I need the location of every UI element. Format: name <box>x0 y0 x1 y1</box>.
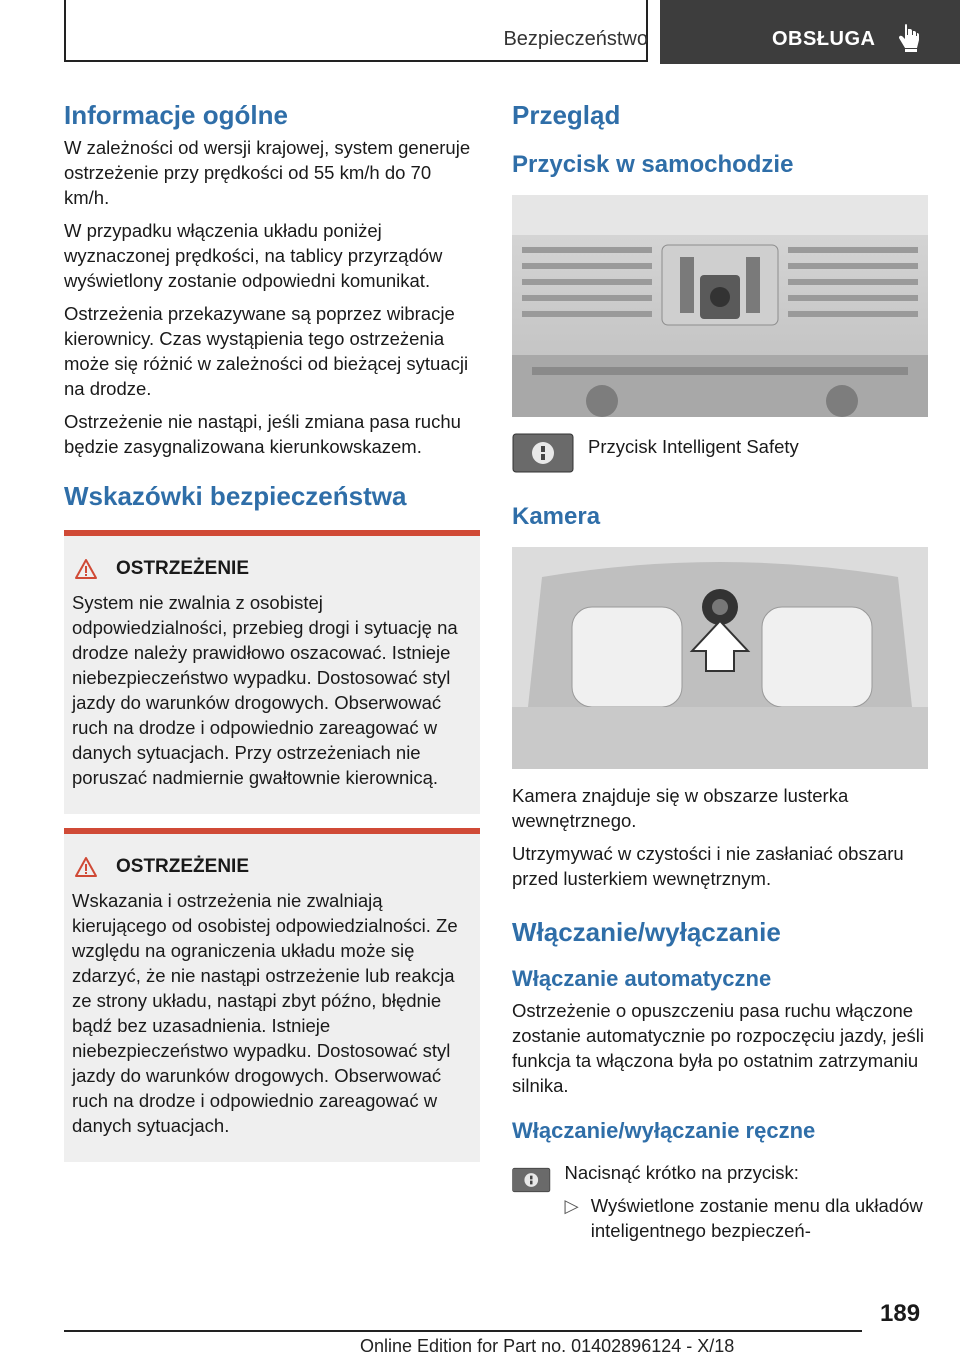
camera-paragraph-1: Kamera znajduje się w obszarze lusterka wewnętrznego. <box>512 785 849 831</box>
overview-heading: Przegląd <box>512 100 621 130</box>
camera-paragraph-2: Utrzymywać w czystości i nie zasłaniać obszaru przed lusterkiem wewnętrznym. <box>512 843 904 889</box>
manual-instruction-row <box>512 1160 928 1243</box>
camera-heading: Kamera <box>512 503 601 530</box>
bullet-1-text: Wyświetlone zostanie menu dla układów inteligentnego bezpieczeń- <box>590 1195 923 1241</box>
camera-windshield-photo <box>512 547 928 769</box>
header-chapter-tab[interactable] <box>660 0 960 64</box>
button-in-car-heading: Przycisk w samochodzie <box>512 151 794 178</box>
warning-2-text: Wskazania i ostrzeżenia nie zwalniają kierującego od osobistej odpowiedzialności. Ze względu na ograniczenia układu może się zdarzyć, że nie nastąpi ostrzeżenie lub reakcja ze strony układu, nastąpi zbyt późno, błędnie bądź bez uzasadnienia. Istnieje niebezpieczeństwo wypadku. Dostosować styl jazdy do warunków drogowych. Obserwować ruch na drodze i odpowiednio zareagować w danych sytuacjach. <box>72 890 458 1136</box>
auto-on-heading: Włączanie automatyczne <box>512 966 772 991</box>
general-paragraph-4: Ostrzeżenie nie nastąpi, jeśli zmiana pasa ruchu będzie zasygnalizowana kierunkowskazem. <box>64 411 461 457</box>
on-off-heading: Włączanie/wyłączanie <box>512 917 781 947</box>
footer-edition: Online Edition for Part no. 01402896124 - X/18 <box>360 1336 735 1356</box>
warning-box-2 <box>64 828 480 1162</box>
warning-1-title: OSTRZEŻENIE <box>116 558 250 579</box>
general-paragraph-3: Ostrzeżenia przekazywane są poprzez wibracje kierownicy. Czas wystąpienia tego ostrzeżenia może się różnić w zależności od bieżącej sytuacji na drodze. <box>64 303 469 399</box>
warning-box-1 <box>64 530 480 814</box>
auto-on-paragraph: Ostrzeżenie o opuszczeniu pasa ruchu włączone zostanie automatycznie po rozpoczęciu jazdy, jeśli funkcja ta włączona była po ostatnim zatrzymaniu silnika. <box>512 1000 925 1096</box>
warning-2-title: OSTRZEŻENIE <box>116 856 250 877</box>
manual-on-off-heading: Włączanie/wyłączanie ręczne <box>512 1118 816 1143</box>
safety-heading: Wskazówki bezpieczeństwa <box>64 481 407 511</box>
list-item <box>565 1193 928 1243</box>
general-paragraph-2: W przypadku włączenia układu poniżej wyznaczonej prędkości, na tablicy przyrządów wyświetlony zostanie odpowiedni komunikat. <box>64 220 443 291</box>
intelligent-safety-button-icon <box>512 433 574 473</box>
general-info-heading: Informacje ogólne <box>64 100 288 130</box>
triangle-bullet-icon: ▷ <box>564 1195 579 1216</box>
intelligent-safety-button-icon <box>512 1160 551 1200</box>
manual-instruction-text: Nacisnąć krótko na przycisk: <box>564 1162 799 1183</box>
warning-triangle-icon <box>74 558 98 580</box>
footer-divider <box>64 1330 862 1332</box>
warning-1-text: System nie zwalnia z osobistej odpowiedzialności, przebieg drogi i sytuację na drodze należy prawidłowo oszacować. Istnieje niebezpieczeństwo wypadku. Dostosować styl jazdy do warunków drogowych. Obserwować ruch na drodze i odpowiednio zareagować w danych sytuacjach. Przy ostrzeżeniach nie poruszać nadmiernie gwałtownie kierownicą. <box>72 592 458 788</box>
page-number: 189 <box>880 1300 921 1327</box>
intelligent-safety-button-row <box>512 433 928 473</box>
header-chapter-title: OBSŁUGA <box>772 28 876 50</box>
intelligent-safety-button-caption: Przycisk Intelligent Safety <box>588 436 799 457</box>
general-paragraph-1: W zależności od wersji krajowej, system generuje ostrzeżenie przy prędkości od 55 km/h do 70 km/h. <box>64 137 471 208</box>
right-column <box>512 100 928 1243</box>
header-section-title: Bezpieczeństwo <box>503 28 648 50</box>
dashboard-button-photo <box>512 195 928 417</box>
warning-triangle-icon <box>74 856 98 878</box>
left-column <box>64 100 480 1162</box>
hand-pointing-icon <box>896 24 922 52</box>
